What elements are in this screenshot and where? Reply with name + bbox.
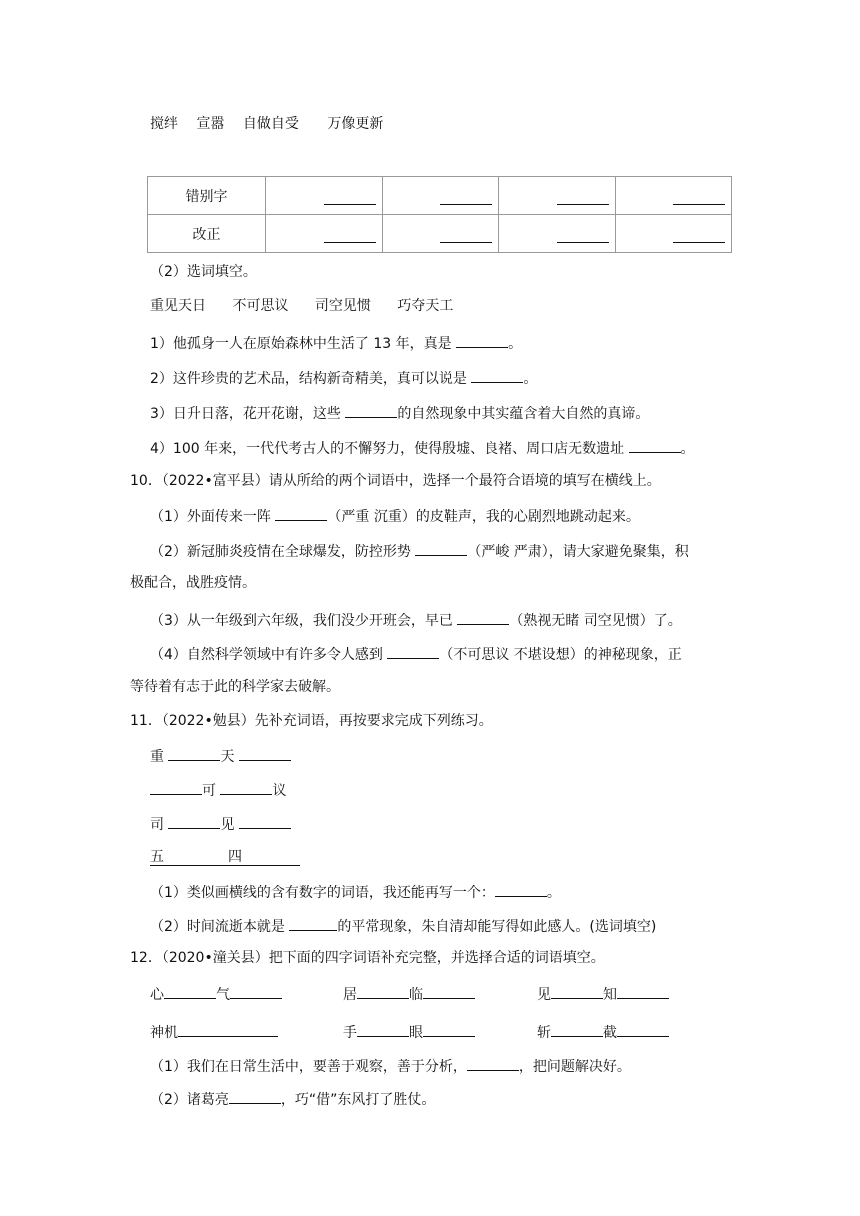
answer-cell[interactable]: [499, 215, 616, 253]
word-char: 神机: [150, 1025, 178, 1041]
answer-blank[interactable]: [673, 189, 725, 205]
q11-header: 11．（2022•勉县）先补充词语，再按要求完成下列练习。: [130, 713, 493, 729]
word-char: 临: [409, 987, 423, 1003]
sentence-text: 。: [508, 336, 523, 352]
word-2: 宣嚣: [196, 116, 225, 132]
q10-sentence-2: [150, 540, 689, 562]
q12-idiom: [343, 983, 475, 1005]
answer-blank[interactable]: [229, 1088, 281, 1104]
q10-sentence-4-cont: 等待着有志于此的科学家去破解。: [130, 679, 340, 695]
q12-header: 12．（2020•潼关县）把下面的四字词语补充完整，并选择合适的词语填空。: [130, 950, 605, 966]
word-char: 气: [216, 987, 230, 1003]
answer-blank[interactable]: [164, 983, 216, 999]
answer-blank[interactable]: [230, 983, 282, 999]
q9-2-sentence-3: [150, 402, 649, 424]
option-4: 巧夺天工: [397, 298, 454, 314]
answer-blank[interactable]: [629, 437, 681, 453]
sentence-text: （4）自然科学领域中有许多令人感到: [150, 647, 383, 663]
row-label-correct: 改正: [148, 215, 266, 253]
sentence-text: 的平常现象，朱自清却能写得如此感人。(选词填空): [337, 919, 657, 935]
q11-word-2: [150, 779, 286, 801]
sentence-text: （严峻 严肃），请大家避免聚集，积: [467, 544, 689, 560]
answer-blank[interactable]: [495, 881, 547, 897]
sentence-text: （2）诸葛亮: [150, 1092, 229, 1108]
answer-blank[interactable]: [345, 402, 397, 418]
answer-blank[interactable]: [440, 189, 492, 205]
word-char: 知: [603, 987, 617, 1003]
answer-blank[interactable]: [456, 332, 508, 348]
answer-blank[interactable]: [457, 609, 509, 625]
sentence-text: ，把问题解决好。: [518, 1059, 631, 1075]
table-row: [148, 215, 732, 253]
word-char: 可: [202, 783, 216, 799]
word-1: 搅绊: [150, 116, 178, 132]
answer-blank[interactable]: [357, 983, 409, 999]
option-1: 重见天日: [150, 298, 206, 314]
answer-cell[interactable]: [615, 177, 732, 215]
sentence-text: 的自然现象中其实蕴含着大自然的真谛。: [397, 406, 650, 422]
answer-blank[interactable]: [324, 227, 376, 243]
answer-cell[interactable]: [615, 215, 732, 253]
word-4: 万像更新: [327, 116, 384, 132]
q11-part-2: [150, 915, 656, 937]
answer-blank[interactable]: [168, 813, 220, 829]
word-char: 司: [150, 817, 164, 833]
sentence-text: 3）日升日落，花开花谢，这些: [150, 406, 341, 422]
answer-blank[interactable]: [150, 779, 202, 795]
answer-blank[interactable]: [440, 227, 492, 243]
sentence-text: 。: [680, 441, 695, 457]
q10-header: 10．（2022•富平县）请从所给的两个词语中，选择一个最符合语境的填写在横线上。: [130, 473, 661, 489]
correction-table: [147, 176, 732, 253]
answer-cell[interactable]: [266, 177, 383, 215]
option-2: 不可思议: [232, 298, 289, 314]
row-label-wrong: 错别字: [148, 177, 266, 215]
word-char: 议: [272, 783, 287, 799]
answer-blank[interactable]: [415, 540, 467, 556]
table-row: [148, 177, 732, 215]
underlined-word: [150, 847, 300, 866]
q12-part-2: [150, 1088, 435, 1110]
answer-blank[interactable]: [557, 227, 609, 243]
q9-2-sentence-2: [150, 367, 537, 389]
q12-part-1: [150, 1055, 631, 1077]
q10-sentence-3: [150, 609, 682, 631]
q10-sentence-2-cont: 极配合，战胜疫情。: [130, 575, 256, 591]
q12-idiom: [343, 1021, 475, 1043]
word-3: 自做自受: [242, 116, 299, 132]
answer-blank[interactable]: [423, 983, 475, 999]
answer-blank[interactable]: [467, 1055, 519, 1071]
sentence-text: （3）从一年级到六年级，我们没少开班会，早已: [150, 613, 453, 629]
q9-2-sentence-1: [150, 332, 522, 354]
sentence-text: （严重 沉重）的皮鞋声，我的心剧烈地跳动起来。: [327, 509, 640, 525]
sentence-text: ，巧“借”东风打了胜仗。: [280, 1092, 436, 1108]
word-char: 四: [228, 849, 242, 865]
answer-cell[interactable]: [382, 215, 499, 253]
answer-cell[interactable]: [382, 177, 499, 215]
answer-blank[interactable]: [220, 779, 272, 795]
sentence-text: （2）时间流逝本就是: [150, 919, 285, 935]
word-char: 重: [150, 749, 164, 765]
word-char: 天: [220, 749, 235, 765]
q9-2-options: [150, 296, 453, 316]
word-char: 见: [537, 987, 551, 1003]
answer-blank[interactable]: [168, 745, 220, 761]
sentence-text: 。: [523, 371, 538, 387]
word-char: 五: [150, 849, 164, 865]
sentence-text: （熟视无睹 司空见惯）了。: [509, 613, 682, 629]
sentence-text: 2）这件珍贵的艺术品，结构新奇精美，真可以说是: [150, 371, 467, 387]
sentence-text: （1）类似画横线的含有数字的词语，我还能再写一个：: [150, 885, 495, 901]
q10-sentence-4: [150, 643, 682, 665]
answer-cell[interactable]: [499, 177, 616, 215]
answer-blank[interactable]: [239, 745, 291, 761]
answer-blank[interactable]: [324, 189, 376, 205]
q12-idiom: [150, 983, 282, 1005]
answer-blank[interactable]: [551, 1021, 603, 1037]
word-char: 斩: [537, 1025, 551, 1041]
sentence-text: 4）100 年来，一代代考古人的不懈努力，使得殷墟、良褚、周口店无数遗址: [150, 441, 625, 457]
answer-blank[interactable]: [557, 189, 609, 205]
q12-idiom: [537, 983, 669, 1005]
word-char: 见: [220, 817, 235, 833]
answer-cell[interactable]: [266, 215, 383, 253]
q11-part-1: [150, 881, 561, 903]
sentence-text: （不可思议 不堪设想）的神秘现象，正: [439, 647, 682, 663]
q11-word-3: [150, 813, 291, 835]
q9-2-title: （2）选词填空。: [150, 264, 257, 280]
q12-idiom: [537, 1021, 669, 1043]
answer-blank[interactable]: [239, 813, 291, 829]
q12-idiom: [150, 1021, 278, 1043]
q9-2-sentence-4: [150, 437, 695, 459]
word-char: 眼: [409, 1025, 423, 1041]
error-words-line: [150, 114, 383, 134]
answer-blank[interactable]: [673, 227, 725, 243]
answer-blank[interactable]: [551, 983, 603, 999]
q11-word-4-underlined: [150, 847, 300, 872]
answer-blank[interactable]: [275, 505, 327, 521]
answer-blank[interactable]: [471, 367, 523, 383]
sentence-text: 。: [546, 885, 561, 901]
sentence-text: （2）新冠肺炎疫情在全球爆发，防控形势: [150, 544, 411, 560]
sentence-text: （1）我们在日常生活中，要善于观察，善于分析，: [150, 1059, 467, 1075]
answer-blank[interactable]: [357, 1021, 409, 1037]
sentence-text: 1）他孤身一人在原始森林中生活了 13 年，真是: [150, 336, 452, 352]
word-char: 居: [343, 987, 357, 1003]
q11-word-1: [150, 745, 291, 767]
answer-blank[interactable]: [289, 915, 337, 931]
option-3: 司空见惯: [314, 298, 371, 314]
word-char: 手: [343, 1025, 357, 1041]
sentence-text: （1）外面传来一阵: [150, 509, 271, 525]
answer-blank[interactable]: [423, 1021, 475, 1037]
word-char: 截: [603, 1025, 617, 1041]
answer-blank[interactable]: [387, 643, 439, 659]
answer-blank[interactable]: [617, 1021, 669, 1037]
answer-blank[interactable]: [178, 1021, 278, 1037]
word-char: 心: [150, 987, 164, 1003]
q10-sentence-1: [150, 505, 640, 527]
answer-blank[interactable]: [617, 983, 669, 999]
